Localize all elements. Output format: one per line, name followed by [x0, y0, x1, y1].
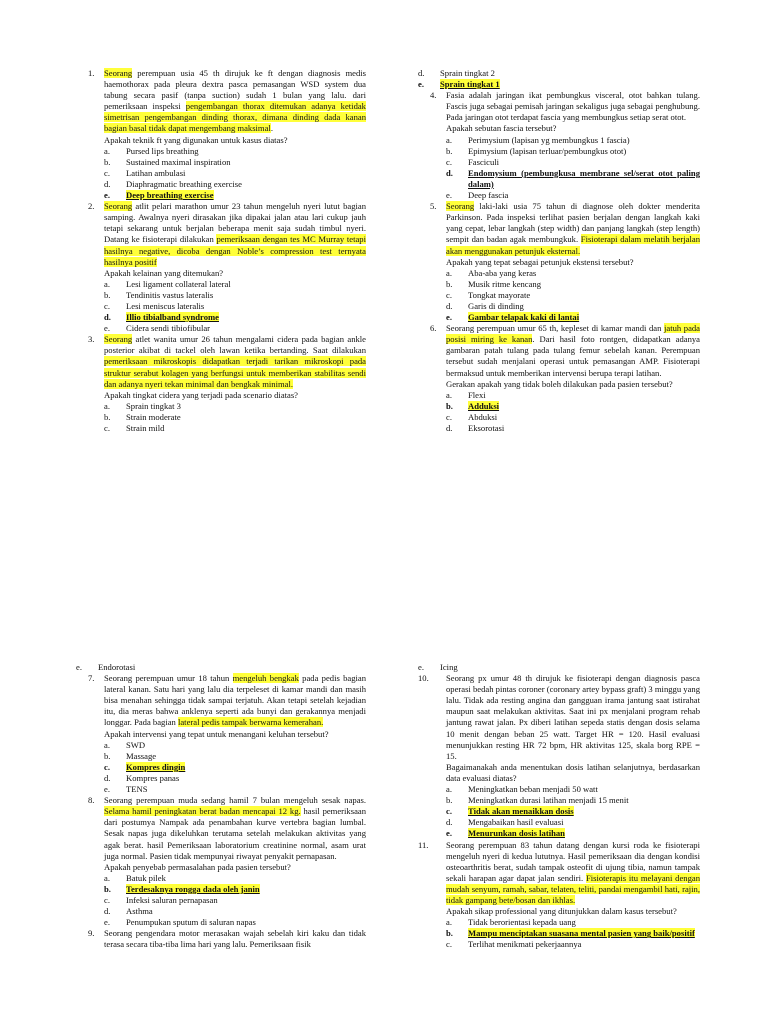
question — [76, 928, 366, 950]
question-prompt: Apakah kelainan yang ditemukan? — [104, 267, 224, 278]
option-text: Asthma — [126, 906, 153, 917]
question — [76, 201, 366, 334]
question-stem — [104, 68, 366, 135]
stem-text: atlet wanita umur 26 tahun mengalami cidera pada bagian ankle posterior akibat di tackel oleh lawan ketika bertanding. Saat dilakukan — [104, 334, 366, 356]
option — [418, 68, 700, 79]
answer-option — [104, 312, 366, 323]
option-text: Perimysium (lapisan yg membungkus 1 fascia) — [468, 134, 630, 145]
column-top-left — [76, 68, 366, 434]
option-text: Deep breathing exercise — [126, 190, 214, 201]
option-letter: a. — [104, 872, 110, 883]
question-prompt: Apakah teknik ft yang digunakan untuk kasus diatas? — [104, 134, 288, 145]
question-stem — [446, 323, 700, 378]
option-text: Batuk pilek — [126, 872, 166, 883]
option-text: Abduksi — [468, 411, 498, 422]
option-letter: b. — [446, 400, 453, 411]
question-prompt: Apakah sikap professional yang ditunjukkan dalam kasus tersebut? — [446, 906, 677, 917]
question-stem — [104, 795, 366, 862]
option — [446, 917, 700, 928]
option-list — [446, 784, 700, 839]
option-letter: b. — [446, 278, 453, 289]
option-text: Sustained maximal inspiration — [126, 156, 231, 167]
question-number: 10. — [418, 673, 429, 684]
option-list — [76, 662, 366, 673]
stem-text: Fasia adalah jaringan ikat pembungkus visceral, otot bahkan tulang. Fascis juga sebagai pemisah jaringan sekaligus juga sebagai penghubung. Pada jaringan otot terdapat fascia yang membungkus setiap serat otot. — [446, 90, 700, 123]
option — [446, 290, 700, 301]
option-text: Terlihat menikmati pekerjaannya — [468, 939, 582, 950]
question-prompt: Bagaimanakah anda menentukan dosis latihan selanjutnya, berdasarkan data evaluasi diatas? — [446, 761, 700, 783]
option — [446, 190, 700, 201]
option — [104, 906, 366, 917]
option-letter: e. — [418, 79, 424, 90]
stem-text: Seorang perempuan umur 65 th, kepleset di kamar mandi dan — [446, 323, 664, 334]
option-text: Infeksi saluran pernapasan — [126, 894, 218, 905]
option-text: Tongkat mayorate — [468, 289, 531, 300]
answer-option — [104, 762, 366, 773]
option — [104, 784, 366, 795]
option — [104, 873, 366, 884]
highlighted-text: pemeriksaan mikroskopis didapatkan terjadi tarikan mikroskopi pada struktur serabut kolagen yang berfungsi untuk memberikan stabilitas sendi dan adanya nyeri tekan minimal dan bengkak minimal. — [104, 356, 366, 389]
option-text: Strain moderate — [126, 411, 181, 422]
question-prompt: Apakah sebutan fascia tersebut? — [446, 123, 557, 134]
option-text: Terdesaknya rongga dada oleh janin — [126, 883, 260, 894]
highlighted-text: jatuh pada posisi miring ke kanan — [446, 323, 700, 345]
option-letter: d. — [104, 772, 111, 783]
option-list — [104, 279, 366, 334]
answer-option — [418, 79, 700, 90]
answer-option — [446, 928, 700, 939]
option-text: Illio tibialband syndrome — [126, 312, 219, 323]
question-number: 1. — [88, 68, 95, 78]
highlighted-text: Fisioterapis itu melayani dengan mudah senyum, ramah, sabar, telaten, teliti, pandai mengambil hati, rajin, tidak gampang bete/bosan dan ikhlas. — [446, 872, 700, 905]
highlighted-text: Fisioterapi dalam melatih berjalan akan menggunakan petunjuk eksternal. — [446, 234, 700, 256]
option — [446, 135, 700, 146]
highlighted-text: lateral pedis tampak berwarna kemerahan. — [177, 717, 324, 728]
option-letter: a. — [446, 784, 452, 795]
option-text: Strain mild — [126, 423, 165, 433]
option — [104, 290, 366, 301]
option-letter: c. — [104, 894, 110, 905]
question-number: 5. — [430, 201, 437, 212]
highlighted-text: Seorang — [104, 201, 133, 212]
option-list — [446, 917, 700, 950]
stem-text: perempuan usia 45 th dirujuk ke ft dengan diagnosis medis haemothorax pada pleura dextra pasca pemasangan WSD system dua tabung secara pasif (tanpa suction) sudah 1 bulan yang lalu. dari pemeriksaan inspeksi — [104, 68, 366, 112]
option — [104, 917, 366, 928]
stem-text: Seorang perempuan muda sedang hamil 7 bulan mengeluh sesak napas. — [104, 795, 366, 806]
option-text: Sprain tingkat 1 — [440, 79, 500, 90]
option-list — [418, 662, 700, 673]
option-text: Sprain tingkat 3 — [126, 400, 181, 411]
option-letter: a. — [104, 739, 110, 750]
option-text: Gambar telapak kaki di lantai — [468, 312, 580, 323]
question — [418, 673, 700, 839]
option-letter: b. — [446, 795, 453, 806]
option-letter: a. — [104, 145, 110, 156]
option-letter: e. — [104, 323, 110, 334]
answer-option — [446, 401, 700, 412]
option — [446, 795, 700, 806]
option-letter: c. — [104, 300, 110, 311]
option-text: Flexi — [468, 389, 486, 400]
option-letter: c. — [446, 289, 452, 300]
question-stem — [446, 201, 700, 256]
option — [104, 157, 366, 168]
option-text: Garis di dinding — [468, 300, 524, 311]
option-letter: b. — [104, 411, 111, 422]
option — [104, 751, 366, 762]
question-number: 4. — [430, 90, 437, 101]
option-list — [104, 740, 366, 795]
highlighted-text: mengeluh bengkak — [232, 673, 299, 684]
option-text: Latihan ambulasi — [126, 167, 186, 178]
highlighted-text: pemeriksaan dengan tes MC Murray tetapi hasilnya negative, dicoba dengan Noble’s compression test ternyata hasilnya positif — [104, 234, 366, 267]
option — [104, 412, 366, 423]
option — [104, 773, 366, 784]
option-letter: c. — [104, 167, 110, 178]
highlighted-text: pengembangan thorax ditemukan adanya ketidak simetrisan pengembangan dinding thorax, dimana dinding dada kanan bagian basal tidak dapat mengembang maksimal — [104, 101, 366, 134]
option-text: Endomysium (pembungkusa membrane sel/serat otot paling dalam) — [468, 167, 700, 189]
answer-option — [446, 806, 700, 817]
question-stem — [104, 334, 366, 389]
option-list — [104, 146, 366, 201]
question-stem — [104, 928, 366, 950]
option-list — [446, 135, 700, 202]
option-text: Kompres dingin — [126, 761, 186, 772]
question-stem — [446, 840, 700, 907]
question-stem — [446, 673, 700, 762]
option-letter: e. — [104, 917, 110, 928]
option — [104, 323, 366, 334]
option-letter: d. — [104, 312, 111, 323]
option-text: Penumpukan sputum di saluran napas — [126, 917, 256, 928]
stem-text: hasil pemeriksaan dari postumya Nampak ada penambahan kurve vertebra bagian lumbal. Sesak napas juga dikeluhkan terutama setelah melakukan aktivitas yang agak berat. hasil Pemeriksaan laboratorium creatinine normal, asam urat juga normal. Pasien tidak mempunyai riwayat penyakit pernapasan. — [104, 806, 366, 861]
option-letter: e. — [446, 828, 452, 839]
option-letter: d. — [446, 817, 453, 828]
option-letter: c. — [446, 156, 452, 167]
option-text: Lesi meniscus lateralis — [126, 300, 205, 311]
option-text: Deep fascia — [468, 190, 509, 201]
option-letter: d. — [418, 68, 425, 78]
question-prompt: Apakah penyebab permasalahan pada pasien tersebut? — [104, 861, 291, 872]
option-text: Tendinitis vastus lateralis — [126, 289, 214, 300]
option-letter: d. — [446, 423, 453, 433]
option-text: Diaphragmatic breathing exercise — [126, 178, 242, 189]
option-list — [446, 268, 700, 323]
option — [418, 662, 700, 673]
option-text: Mampu menciptakan suasana mental pasien yang baik/positif — [468, 928, 695, 939]
option-letter: b. — [104, 750, 111, 761]
question-prompt: Apakah tingkat cidera yang terjadi pada scenario diatas? — [104, 389, 298, 400]
option-text: Meningkatkan beban menjadi 50 watt — [468, 784, 598, 795]
option-letter: e. — [104, 784, 110, 795]
option-letter: d. — [104, 906, 111, 917]
option-letter: c. — [446, 806, 452, 817]
option-letter: a. — [104, 278, 110, 289]
option — [446, 390, 700, 401]
option-text: TENS — [126, 784, 148, 795]
question-number: 3. — [88, 334, 95, 345]
option-letter: a. — [446, 267, 452, 278]
stem-text: Seorang pengendara motor merasakan wajah sebelah kiri kaku dan tidak terasa secara tiba-tiba lima hari yang lalu. Pemeriksaan fisik — [104, 928, 366, 950]
option-letter: c. — [446, 411, 452, 422]
stem-text: . Dari hasil foto rontgen, didapatkan adanya gambaran patah tulang pada tulang femur sebelah kanan. Perempuan tersebut sudah menjalani operasi untuk pemasangan AMP. Fisioterapi bermaksud untuk memberikan intervensi berupa terapi latihan. — [446, 334, 700, 378]
option-text: SWD — [126, 739, 146, 750]
question — [418, 323, 700, 434]
option-letter: c. — [446, 939, 452, 950]
option-text: Mengabaikan hasil evaluasi — [468, 817, 564, 828]
option — [104, 279, 366, 290]
question-prompt: Gerakan apakah yang tidak boleh dilakukan pada pasien tersebut? — [446, 378, 673, 389]
option — [446, 301, 700, 312]
question-stem — [446, 90, 700, 123]
highlighted-text: Seorang — [104, 334, 133, 345]
option-text: Endorotasi — [98, 662, 136, 672]
answer-option — [104, 190, 366, 201]
stem-text: atlit pelari marathon umur 23 tahun mengeluh nyeri lutut bagian samping. Awalnya nyeri dirasakan jika dipakai jalan atau lari cukup jauh tetapi sekarang untuk berjalan beberapa menit saja sudah timbul nyeri. Datang ke fisioterapi dilakukan — [104, 201, 366, 245]
option-text: Massage — [126, 750, 157, 761]
option-letter: a. — [446, 917, 452, 928]
question-prompt: Apakah yang tepat sebagai petunjuk ekstensi tersebut? — [446, 256, 634, 267]
question-number: 7. — [88, 673, 95, 684]
question — [418, 201, 700, 323]
option — [104, 146, 366, 157]
option-list — [418, 68, 700, 90]
stem-text: laki-laki usia 75 tahun di diagnose oleh dokter menderita Parkinson. Pada inspeksi terlihat pasien berjalan dengan langkah kaki yang cepat, lebar langkah (step width) dan panjang langkah (step length) sempit dan badan agak membungkuk. — [446, 201, 700, 245]
column-top-right — [418, 68, 700, 434]
question-prompt: Apakah intervensi yang tepat untuk menangani keluhan tersebut? — [104, 728, 329, 739]
option-text: Tidak akan menaikkan dosis — [468, 806, 574, 817]
option-text: Lesi ligament collateral lateral — [126, 278, 231, 289]
option-letter: e. — [76, 662, 82, 672]
option-letter: c. — [104, 761, 110, 772]
option-letter: e. — [446, 190, 452, 201]
option-text: Menurunkan dosis latihan — [468, 828, 565, 839]
option-list — [446, 390, 700, 434]
option — [104, 168, 366, 179]
option-letter: b. — [104, 883, 111, 894]
option — [104, 401, 366, 412]
option-text: Meningkatkan durasi latihan menjadi 15 menit — [468, 795, 629, 806]
option-letter: d. — [446, 167, 453, 178]
option-letter: a. — [446, 389, 452, 400]
option-letter: b. — [446, 928, 453, 939]
option — [446, 279, 700, 290]
question-number: 8. — [88, 795, 95, 806]
stem-text: Seorang px umur 48 th dirujuk ke fisioterapi dengan diagnosis pasca operasi bedah pintas coroner (coronary artey bypass graft) 3 minggu yang lalu. Tidak ada resting angina dan gangguan irama jantung saat istirahat maupun saat melakukan aktivitas. Saat ini px menjalani program rehab jantung rawat jalan. Px diberi latihan sepeda statis dengan dosis selama 10 menit dengan beban 25 watt. Target HR = 120. Hasil evaluasi menunjukkan resting HR 72 bpm, HR aktivitas 125, skala borg RPE = 15. — [446, 673, 700, 761]
option-text: Pursed lips breathing — [126, 145, 199, 156]
option-text: Tidak berorientasi kepada uang — [468, 917, 576, 928]
stem-text: pada pedis bagian lateral kanan. Satu hari yang lalu dia terpeleset di kamar mandi dan masih bisa menahan sehingga tidak sampai terjatuh. Akan tetapi setelah kejadian itu, dia meras bahwa anklenya seperti ada bunyi dan gerakannya menjadi longgar. Pada bagian — [104, 673, 367, 728]
option-letter: a. — [104, 400, 110, 411]
option-letter: d. — [446, 300, 453, 311]
question — [76, 795, 366, 928]
option-letter: e. — [446, 312, 452, 323]
option — [104, 423, 366, 434]
option — [446, 268, 700, 279]
question-number: 2. — [88, 201, 95, 212]
column-bottom-left — [76, 662, 366, 950]
option-text: Eksorotasi — [468, 423, 505, 433]
option-text: Sprain tingkat 2 — [440, 68, 495, 78]
stem-text: Seorang perempuan 83 tahun datang dengan kursi roda ke fisioterapi mengeluh nyeri di kedua lututnya. Hasil pemeriksaan dia dengan kondisi osteoarthritis berat, sudah tampak osteofit di ujung tibia, namun tampak sekali harapan agar dapat jalan sendiri. — [446, 839, 700, 883]
option — [446, 784, 700, 795]
question-stem — [104, 673, 366, 728]
option-text: Musik ritme kencang — [468, 278, 542, 289]
option-letter: e. — [104, 190, 110, 201]
option — [104, 895, 366, 906]
question-number: 11. — [418, 839, 429, 850]
column-bottom-right — [418, 662, 700, 950]
stem-text: Seorang perempuan umur 18 tahun — [104, 673, 233, 684]
question — [418, 840, 700, 951]
option-letter: d. — [104, 178, 111, 189]
option-letter: a. — [446, 134, 452, 145]
question — [418, 90, 700, 201]
option-letter: c. — [104, 423, 110, 433]
option-list — [104, 401, 366, 434]
option-letter: b. — [104, 289, 111, 300]
question-stem — [104, 201, 366, 268]
option — [104, 740, 366, 751]
option-text: Aba-aba yang keras — [468, 267, 537, 278]
answer-option — [446, 828, 700, 839]
highlighted-text: Seorang — [104, 68, 133, 78]
option — [446, 817, 700, 828]
stem-text: . — [270, 123, 273, 134]
option — [446, 423, 700, 434]
highlighted-text: Seorang — [446, 201, 475, 212]
option-letter: e. — [418, 662, 424, 672]
question-number: 6. — [430, 323, 437, 334]
option-letter: b. — [446, 145, 453, 156]
option-text: Adduksi — [468, 400, 500, 411]
option — [446, 412, 700, 423]
question — [76, 334, 366, 434]
option-text: Cidera sendi tibiofibular — [126, 323, 211, 334]
option-text: Fasciculi — [468, 156, 500, 167]
option-text: Epimysium (lapisan terluar/pembungkus otot) — [468, 145, 627, 156]
answer-option — [446, 312, 700, 323]
option — [104, 179, 366, 190]
highlighted-text: Selama hamil peningkatan berat badan mencapai 12 kg. — [104, 806, 301, 817]
option-text: Kompres panas — [126, 772, 180, 783]
answer-option — [446, 168, 700, 190]
option — [446, 157, 700, 168]
option-list — [104, 873, 366, 928]
question — [76, 673, 366, 795]
option — [446, 146, 700, 157]
option — [76, 662, 366, 673]
option — [104, 301, 366, 312]
question-number: 9. — [88, 928, 95, 939]
option — [446, 939, 700, 950]
answer-option — [104, 884, 366, 895]
question — [76, 68, 366, 201]
option-text: Icing — [440, 662, 458, 672]
option-letter: b. — [104, 156, 111, 167]
